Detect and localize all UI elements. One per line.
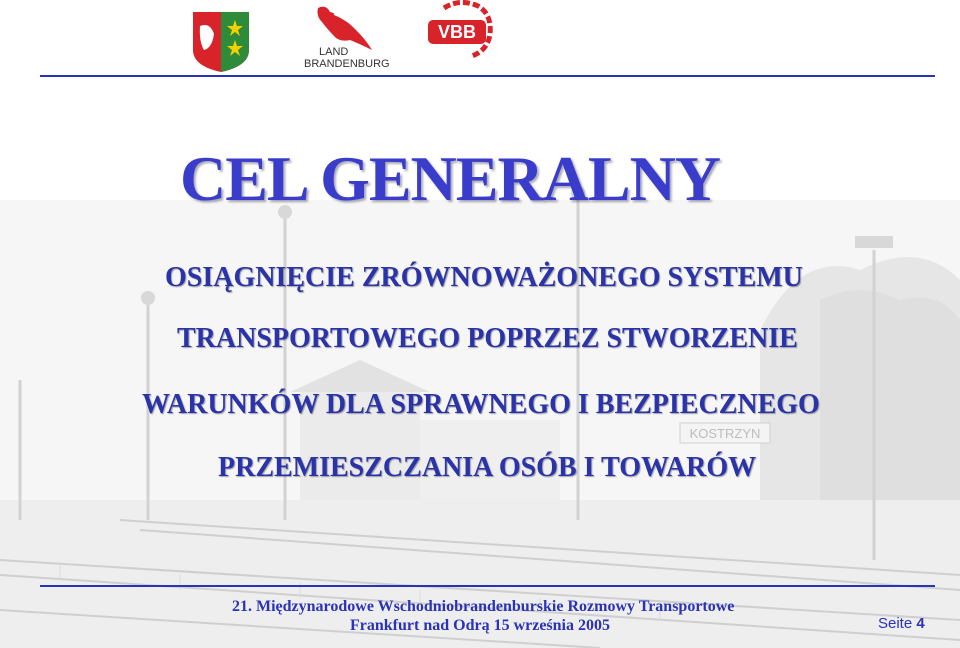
footer-place-date: Frankfurt nad Odrą 15 września 2005 [350,617,610,634]
page-indicator [878,615,925,632]
vbb-logo-text: VBB [437,22,477,42]
body-line-1: OSIĄGNIĘCIE ZRÓWNOWAŻONEGO SYSTEMU [165,262,803,293]
coat-of-arms-icon [193,12,249,72]
body-line-4: PRZEMIESZCZANIA OSÓB I TOWARÓW [218,452,757,483]
brandenburg-logo-line2: BRANDENBURG [304,58,390,70]
brandenburg-logo-line1: LAND [319,46,349,58]
brandenburg-eagle-icon [318,7,373,50]
page-label: Seite [878,615,913,632]
page-number: 4 [916,615,925,632]
header-rule [40,75,935,77]
slide-title: CEL GENERALNY [180,143,720,214]
body-line-3: WARUNKÓW DLA SPRAWNEGO I BEZPIECZNEGO [142,389,820,420]
logo-strip [0,0,960,78]
footer-event-name: 21. Międzynarodowe Wschodniobrandenburskie Rozmowy Transportowe [232,598,735,615]
footer-rule [40,585,935,587]
body-line-2: TRANSPORTOWEGO POPRZEZ STWORZENIE [177,323,798,354]
logo-bar [0,0,960,78]
vbb-logo-icon [428,2,490,56]
station-sign-text: KOSTRZYN [689,426,761,441]
